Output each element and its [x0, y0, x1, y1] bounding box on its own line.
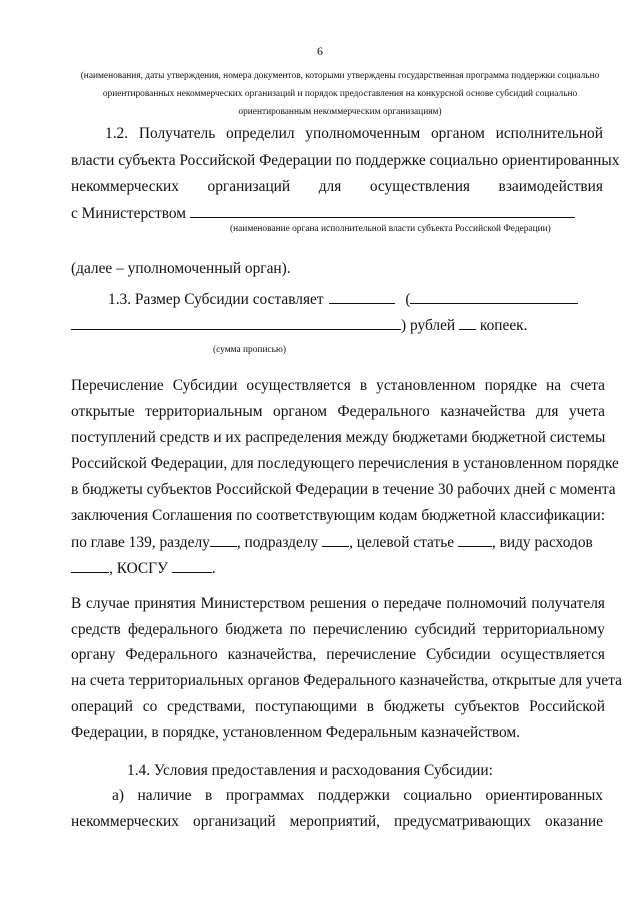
subsidy-amount-words-field-2[interactable]	[71, 315, 401, 330]
subsidy-amount-paren: (	[405, 291, 411, 308]
transfer-line-1: Перечисление Субсидии осуществляется в установленном порядке на счета	[71, 377, 605, 394]
top-note-line-1: (наименования, даты утверждения, номера документов, которыми утверждены государственная программа поддержки социально	[80, 71, 600, 81]
delegation-line-2: средств федерального бюджета по перечислению субсидий территориальному	[71, 621, 605, 638]
clause-1-3-line-1	[108, 289, 578, 310]
clause-1-4-item-a-line-1: а) наличие в программах поддержки социально ориентированных	[112, 787, 603, 804]
rubles-label: ) рублей	[401, 317, 456, 334]
expense-type-label: , виду расходов	[491, 534, 593, 551]
subsection-field[interactable]	[322, 532, 349, 547]
subsidy-amount-field[interactable]	[329, 289, 395, 304]
transfer-line-8	[71, 558, 216, 579]
delegation-line-3: органу Федерального казначейства, перечисление Субсидии осуществляется	[71, 646, 605, 663]
kopeks-field[interactable]	[459, 315, 476, 330]
transfer-line-5: в бюджеты субъектов Российской Федерации в течение 30 рабочих дней с момента	[71, 481, 616, 498]
kopeks-label: копеек.	[479, 317, 528, 334]
delegation-line-4: на счета территориальных органов Федерального казначейства, открытые для учета	[71, 672, 623, 689]
clause-1-2-line-5: (далее – уполномоченный орган).	[71, 260, 291, 277]
target-item-label: , целевой статье	[349, 534, 455, 551]
transfer-line-4: Российской Федерации, для последующего перечисления в установленном порядке	[71, 455, 619, 472]
transfer-line-3: поступлений средств и их распределения между бюджетами бюджетной системы	[71, 429, 606, 446]
subsidy-amount-label: 1.3. Размер Субсидии составляет	[108, 291, 324, 308]
clause-1-2-line-2: власти субъекта Российской Федерации по поддержке социально ориентированных	[71, 152, 620, 169]
transfer-line-7	[71, 532, 593, 553]
kosgu-label: , КОСГУ	[109, 560, 168, 577]
amount-words-caption: (сумма прописью)	[213, 345, 287, 355]
executive-body-name-field[interactable]	[190, 203, 575, 218]
kosgu-field[interactable]	[172, 558, 212, 573]
subsidy-amount-words-field-1[interactable]	[410, 289, 578, 304]
target-item-field[interactable]	[458, 532, 492, 547]
clause-1-4-heading: 1.4. Условия предоставления и расходования Субсидии:	[127, 762, 493, 779]
transfer-line-2: открытые территориальным органом Федерального казначейства для учета	[71, 403, 605, 420]
clause-1-2-line-3: некоммерческих организаций для осуществления взаимодействия	[71, 178, 603, 195]
delegation-line-5: операций со средствами, поступающими в бюджеты субъектов Российской	[71, 698, 605, 715]
top-note-line-2: ориентированных некоммерческих организаций и порядок предоставления на конкурсной основе субсидий социально	[102, 89, 578, 99]
page-number: 6	[317, 44, 323, 58]
chapter-label: по главе 139, разделу	[71, 534, 210, 551]
clause-1-2-line-4	[71, 203, 575, 224]
expense-type-field[interactable]	[71, 558, 109, 573]
executive-body-caption: (наименование органа исполнительной власти субъекта Российской Федерации)	[230, 224, 551, 234]
transfer-line-8-end: .	[211, 560, 216, 577]
ministry-prefix: с Министерством	[71, 205, 187, 222]
delegation-line-1: В случае принятия Министерством решения о передаче полномочий получателя	[71, 595, 605, 612]
clause-1-3-line-2	[71, 315, 528, 336]
section-field[interactable]	[210, 532, 237, 547]
clause-1-4-item-a-line-2: некоммерческих организаций мероприятий, предусматривающих оказание	[71, 813, 603, 830]
top-note-line-3: ориентированным некоммерческим организациям)	[238, 107, 442, 117]
transfer-line-6: заключения Соглашения по соответствующим кодам бюджетной классификации:	[71, 507, 605, 524]
subsection-label: , подразделу	[236, 534, 319, 551]
delegation-line-6: Федерации, в порядке, установленном Федеральным казначейством.	[71, 724, 520, 741]
clause-1-2-line-1: 1.2. Получатель определил уполномоченным органом исполнительной	[105, 125, 603, 142]
